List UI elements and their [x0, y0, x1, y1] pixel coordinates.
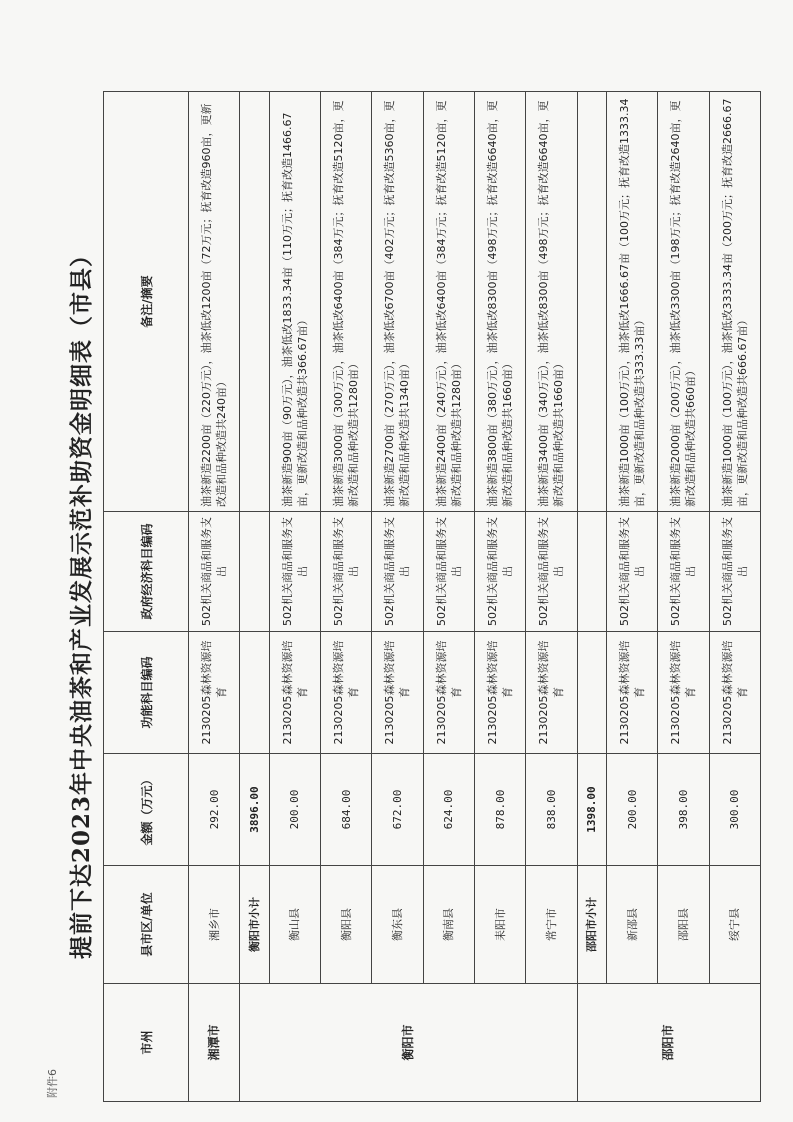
econ-code-cell: 502机关商品和服务支出 [709, 512, 760, 632]
table-row [709, 92, 760, 1102]
amount-cell: 838.00 [526, 754, 577, 866]
table-row [320, 92, 371, 1102]
func-code-cell: 2130205森林资源培育 [658, 632, 709, 754]
amount-cell: 684.00 [320, 754, 371, 866]
empty-cell [240, 512, 269, 632]
func-code-cell: 2130205森林资源培育 [189, 632, 240, 754]
econ-code-cell: 502机关商品和服务支出 [269, 512, 320, 632]
empty-cell [240, 92, 269, 512]
empty-cell [577, 92, 606, 512]
header-city: 市州 [104, 984, 189, 1102]
func-code-cell: 2130205森林资源培育 [372, 632, 423, 754]
note-cell: 油茶新造2200亩（220万元），油茶低改1200亩（72万元；抚育改造960亩，更新改造和品种改造共240亩） [189, 92, 240, 512]
econ-code-cell: 502机关商品和服务支出 [423, 512, 474, 632]
econ-code-cell: 502机关商品和服务支出 [320, 512, 371, 632]
econ-code-cell: 502机关商品和服务支出 [526, 512, 577, 632]
subtotal-amount: 3896.00 [240, 754, 269, 866]
county-cell: 常宁市 [526, 866, 577, 984]
func-code-cell: 2130205森林资源培育 [606, 632, 657, 754]
table-row [372, 92, 423, 1102]
subtotal-label: 邵阳市小计 [577, 866, 606, 984]
func-code-cell: 2130205森林资源培育 [709, 632, 760, 754]
table-row [606, 92, 657, 1102]
attachment-label: 附件6 [46, 1069, 59, 1098]
table-row [526, 92, 577, 1102]
empty-cell [240, 632, 269, 754]
table-header-row [104, 92, 189, 1102]
econ-code-cell: 502机关商品和服务支出 [372, 512, 423, 632]
func-code-cell: 2130205森林资源培育 [423, 632, 474, 754]
county-cell: 耒阳市 [474, 866, 525, 984]
header-note: 备注/摘要 [104, 92, 189, 512]
func-code-cell: 2130205森林资源培育 [474, 632, 525, 754]
note-cell: 油茶新造3000亩（300万元），油茶低改6400亩（384万元；抚育改造5120亩，更新改造和品种改造共1280亩） [320, 92, 371, 512]
amount-cell: 624.00 [423, 754, 474, 866]
header-econ-code: 政府经济科目编码 [104, 512, 189, 632]
note-cell: 油茶新造2700亩（270万元），油茶低改6700亩（402万元；抚育改造5360亩，更新改造和品种改造共1340亩） [372, 92, 423, 512]
note-cell: 油茶新造900亩（90万元），油茶低改1833.34亩（110万元；抚育改造1466.67亩，更新改造和品种改造共366.67亩） [269, 92, 320, 512]
note-cell: 油茶新造1000亩（100万元），油茶低改3333.34亩（200万元；抚育改造2666.67亩，更新改造和品种改造共666.67亩） [709, 92, 760, 512]
subtotal-label: 衡阳市小计 [240, 866, 269, 984]
header-amount: 金额（万元） [104, 754, 189, 866]
amount-cell: 200.00 [269, 754, 320, 866]
func-code-cell: 2130205森林资源培育 [526, 632, 577, 754]
amount-cell: 300.00 [709, 754, 760, 866]
note-cell: 油茶新造3400亩（340万元），油茶低改8300亩（498万元；抚育改造6640亩，更新改造和品种改造共1660亩） [526, 92, 577, 512]
empty-cell [577, 512, 606, 632]
city-cell: 湘潭市 [189, 984, 240, 1102]
subtotal-row [240, 92, 269, 1102]
econ-code-cell: 502机关商品和服务支出 [606, 512, 657, 632]
amount-cell: 398.00 [658, 754, 709, 866]
county-cell: 邵阳县 [658, 866, 709, 984]
note-cell: 油茶新造2400亩（240万元），油茶低改6400亩（384万元；抚育改造5120亩，更新改造和品种改造共1280亩） [423, 92, 474, 512]
county-cell: 衡阳县 [320, 866, 371, 984]
note-cell: 油茶新造3800亩（380万元），油茶低改8300亩（498万元；抚育改造6640亩，更新改造和品种改造共1660亩） [474, 92, 525, 512]
city-cell: 邵阳市 [577, 984, 760, 1102]
func-code-cell: 2130205森林资源培育 [269, 632, 320, 754]
county-cell: 湘乡市 [189, 866, 240, 984]
empty-cell [577, 632, 606, 754]
amount-cell: 200.00 [606, 754, 657, 866]
table-row [423, 92, 474, 1102]
amount-cell: 672.00 [372, 754, 423, 866]
table-row [269, 92, 320, 1102]
subtotal-row [577, 92, 606, 1102]
econ-code-cell: 502机关商品和服务支出 [658, 512, 709, 632]
county-cell: 衡南县 [423, 866, 474, 984]
note-cell: 油茶新造2000亩（200万元），油茶低改3300亩（198万元；抚育改造2640亩，更新改造和品种改造共660亩） [658, 92, 709, 512]
header-func-code: 功能科目编码 [104, 632, 189, 754]
amount-cell: 878.00 [474, 754, 525, 866]
table-row [189, 92, 240, 1102]
header-county: 县市区/单位 [104, 866, 189, 984]
amount-cell: 292.00 [189, 754, 240, 866]
func-code-cell: 2130205森林资源培育 [320, 632, 371, 754]
funding-table [103, 91, 761, 1102]
econ-code-cell: 502机关商品和服务支出 [189, 512, 240, 632]
city-cell: 衡阳市 [240, 984, 577, 1102]
rotated-page [63, 90, 768, 1112]
table-row [474, 92, 525, 1102]
note-cell: 油茶新造1000亩（100万元），油茶低改1666.67亩（100万元；抚育改造1333.34亩，更新改造和品种改造共333.33亩） [606, 92, 657, 512]
econ-code-cell: 502机关商品和服务支出 [474, 512, 525, 632]
county-cell: 绥宁县 [709, 866, 760, 984]
page-title: 提前下达2023年中央油茶和产业发展示范补助资金明细表（市县） [68, 243, 95, 960]
county-cell: 衡东县 [372, 866, 423, 984]
table-row [658, 92, 709, 1102]
subtotal-amount: 1398.00 [577, 754, 606, 866]
county-cell: 衡山县 [269, 866, 320, 984]
county-cell: 新邵县 [606, 866, 657, 984]
